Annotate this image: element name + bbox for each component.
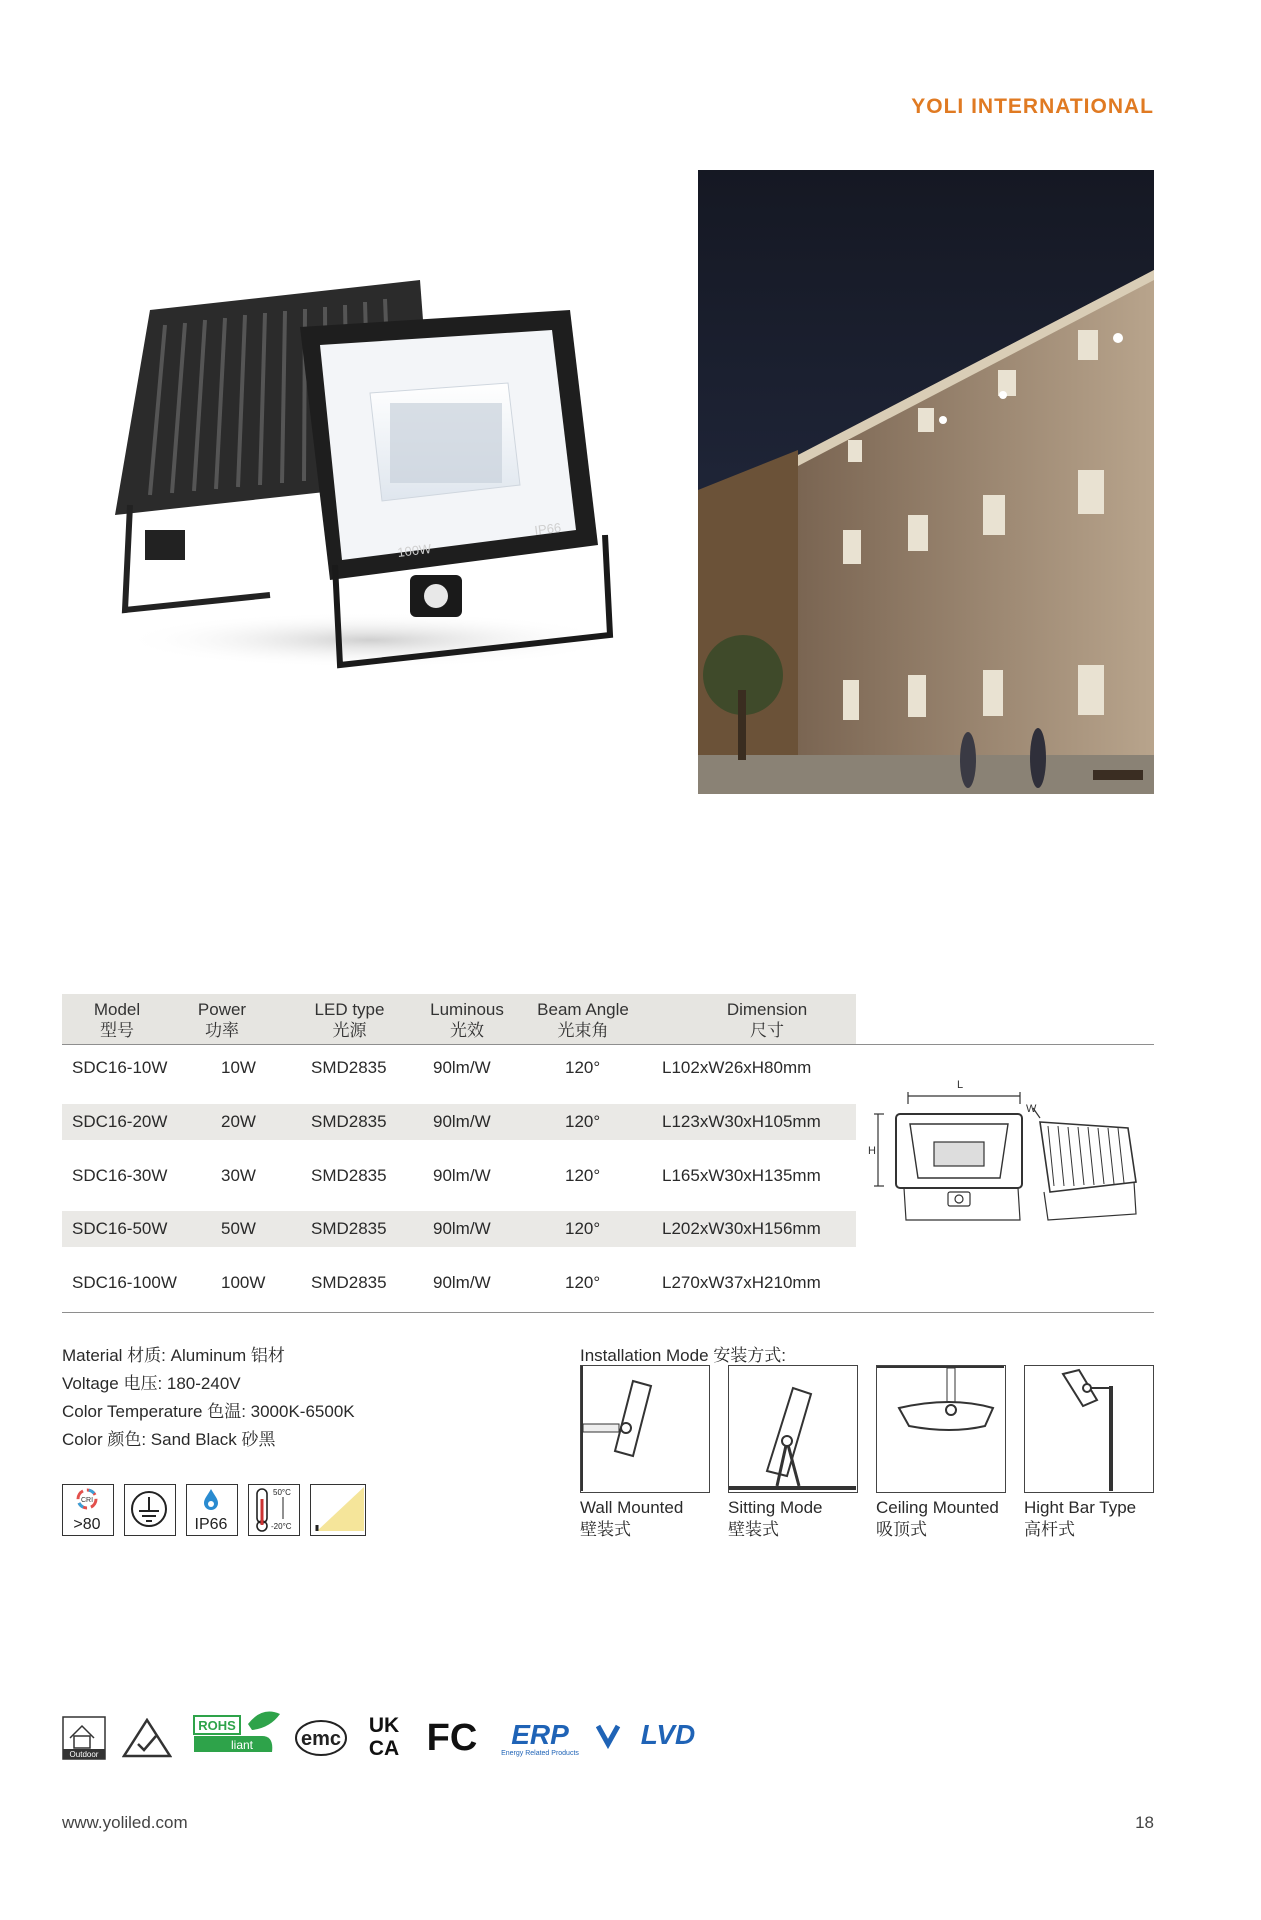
ceiling-mounted-icon: [876, 1365, 1006, 1493]
table-row: SDC16-100W 100W SMD2835 90lm/W 120° L270xW37xH210mm: [72, 1273, 821, 1292]
brand-title: YOLI INTERNATIONAL: [911, 95, 1154, 118]
badge-power: 100W: [396, 540, 433, 560]
table-header-row: [62, 994, 856, 1044]
floodlight-front: [300, 310, 610, 665]
spec-color: Color 颜色: Sand Black 砂黑: [62, 1430, 276, 1449]
spec-voltage: Voltage 电压: 180-240V: [62, 1374, 241, 1393]
svg-text:ROHS: ROHS: [198, 1718, 236, 1733]
svg-text:Outdoor: Outdoor: [69, 1750, 99, 1759]
dim-label-h: H: [868, 1145, 876, 1157]
install-label-sitting: Sitting Mode 壁装式: [728, 1498, 823, 1539]
ground-icon: [124, 1484, 176, 1536]
spec-material: Material 材质: Aluminum 铝材: [62, 1346, 285, 1365]
lvd-icon: [596, 1716, 712, 1757]
header-luminous: Luminous 光效: [430, 1000, 504, 1040]
table-row: SDC16-50W 50W SMD2835 90lm/W 120° L202xW30xH156mm: [62, 1211, 856, 1247]
svg-text:LVD: LVD: [640, 1719, 696, 1750]
badge-ip: IP66: [533, 519, 562, 538]
fcc-icon: [424, 1712, 480, 1763]
svg-text:CA: CA: [368, 1737, 400, 1758]
table-row: SDC16-10W 10W SMD2835 90lm/W 120° L102xW26xH80mm: [72, 1058, 812, 1077]
emc-icon: [294, 1718, 348, 1763]
svg-text:UK: UK: [368, 1714, 400, 1737]
svg-text:Energy Related Products: Energy Related Products: [501, 1750, 579, 1757]
wall-mounted-icon: [580, 1365, 710, 1493]
table-row: SDC16-30W 30W SMD2835 90lm/W 120° L165xW30xH135mm: [72, 1166, 821, 1185]
temperature-range-icon: [248, 1484, 300, 1536]
install-label-wall: Wall Mounted 壁装式: [580, 1498, 684, 1539]
table-bottom-rule: [62, 1312, 1154, 1313]
ip66-icon: [186, 1484, 238, 1536]
page-number: 18: [1135, 1813, 1154, 1832]
high-bar-type-icon: [1024, 1365, 1154, 1493]
table-row: SDC16-20W 20W SMD2835 90lm/W 120° L123xW30xH105mm: [62, 1104, 856, 1140]
header-power: Power 功率: [197, 1000, 247, 1040]
header-led-type: LED type 光源: [314, 1000, 385, 1040]
installation-title: Installation Mode 安装方式:: [580, 1346, 786, 1365]
rcm-icon: [122, 1718, 172, 1763]
svg-text:IP66: IP66: [194, 1516, 228, 1533]
product-image: [90, 265, 650, 685]
svg-text:emc: emc: [300, 1728, 342, 1750]
svg-text:CRI: CRI: [80, 1497, 94, 1504]
svg-text:FC: FC: [426, 1717, 478, 1758]
footer-website: www.yoliled.com: [62, 1813, 188, 1832]
install-label-high-bar: Hight Bar Type 高杆式: [1024, 1498, 1137, 1539]
building-night-photo: [698, 170, 1154, 794]
header-dimension: Dimension 尺寸: [726, 1000, 808, 1040]
svg-text:liant: liant: [230, 1738, 254, 1752]
svg-text:-20°C: -20°C: [271, 1522, 292, 1531]
dim-label-l: L: [956, 1079, 964, 1091]
header-beam-angle: Beam Angle 光束角: [537, 1000, 629, 1040]
ukca-icon: [364, 1712, 404, 1763]
svg-text:50°C: 50°C: [273, 1488, 291, 1497]
svg-text:ERP: ERP: [511, 1719, 569, 1750]
install-label-ceiling: Ceiling Mounted 吸顶式: [876, 1498, 999, 1539]
svg-text:>80: >80: [73, 1516, 101, 1533]
dimming-icon: [310, 1484, 366, 1536]
erp-icon: [500, 1716, 580, 1763]
header-model: Model 型号: [93, 1000, 141, 1040]
spec-color-temperature: Color Temperature 色温: 3000K-6500K: [62, 1402, 355, 1421]
cri-icon: [62, 1484, 114, 1536]
rohs-icon: [192, 1706, 282, 1763]
sitting-mode-icon: [728, 1365, 858, 1493]
dimension-drawing: [868, 1074, 1166, 1234]
dim-label-w: W: [1026, 1103, 1037, 1115]
outdoor-icon: [62, 1716, 106, 1765]
